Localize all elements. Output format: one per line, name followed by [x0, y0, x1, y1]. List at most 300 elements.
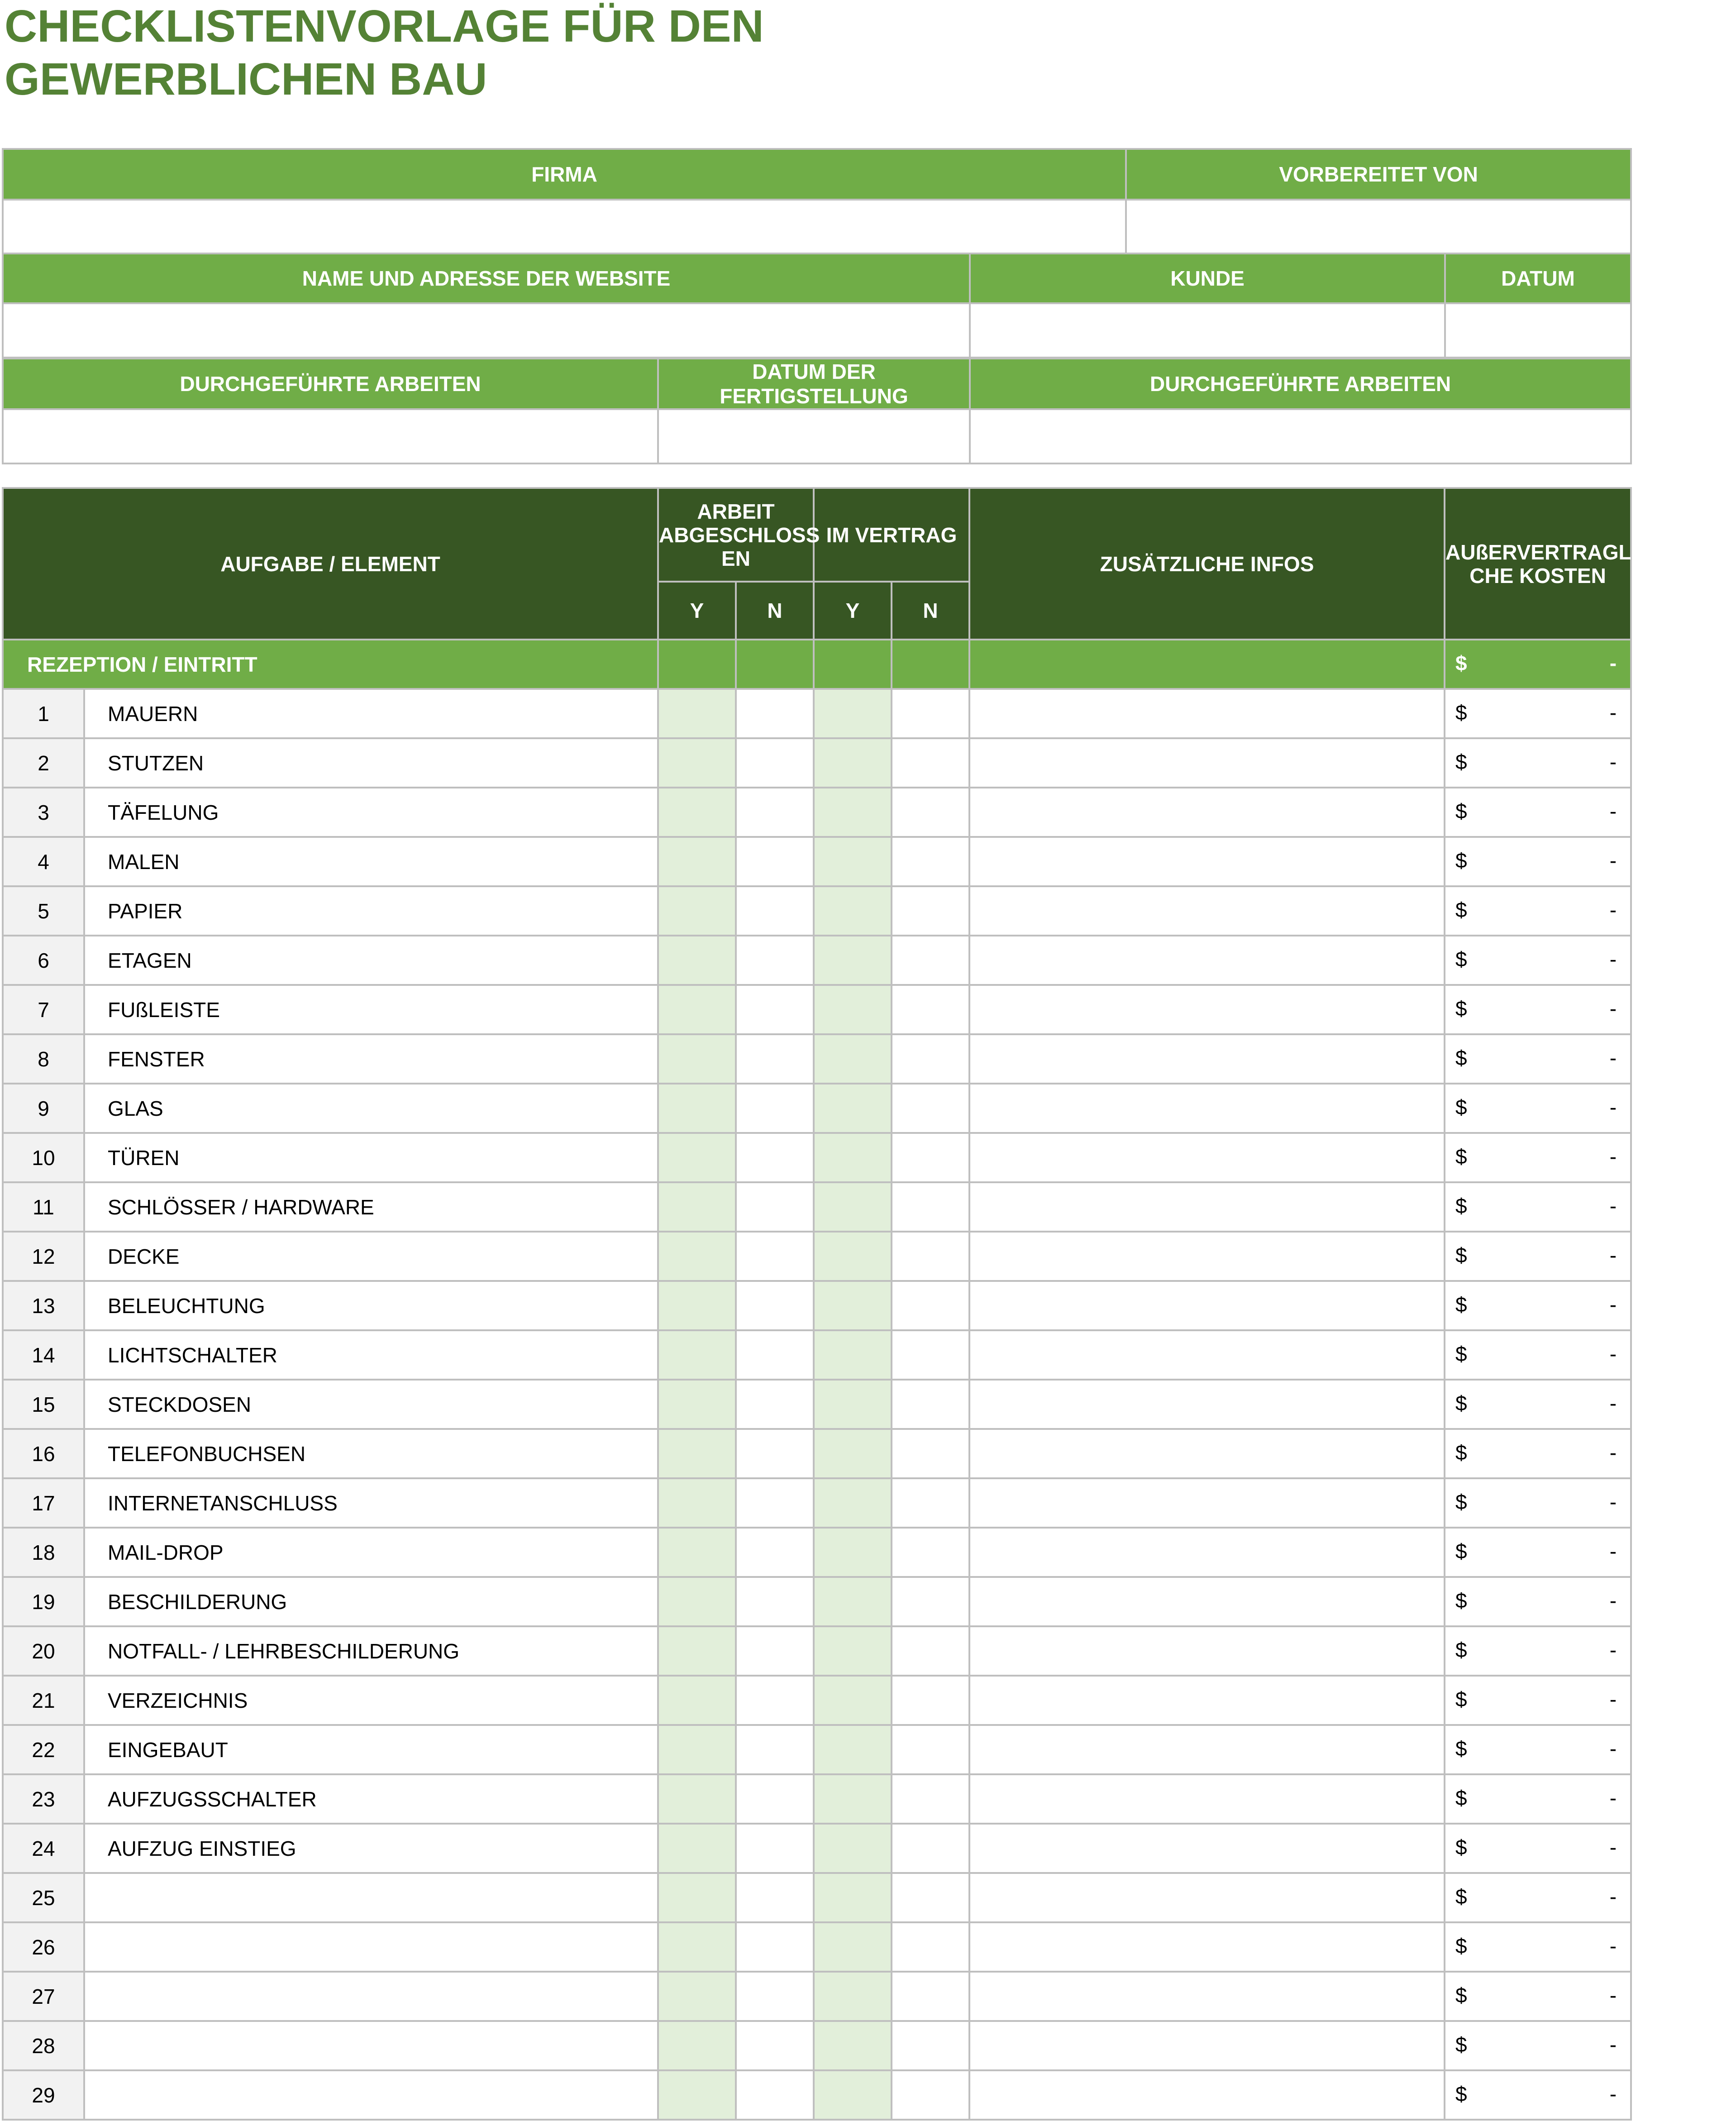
vertrag-y-cell[interactable] — [814, 1232, 892, 1281]
cost-cell[interactable] — [1445, 1528, 1631, 1577]
info-cell[interactable] — [969, 837, 1445, 886]
vertrag-n-cell[interactable] — [892, 1330, 969, 1380]
row-number: 10 — [3, 1133, 84, 1182]
table-row — [3, 1577, 1631, 1626]
arbeit-y-cell[interactable] — [658, 985, 736, 1034]
row-item[interactable]: VERZEICHNIS — [84, 1676, 658, 1725]
table-row — [3, 2070, 1631, 2120]
cost-amount: - — [1609, 1243, 1617, 1267]
arbeit-n-cell[interactable] — [736, 985, 814, 1034]
vertrag-y-cell[interactable] — [814, 689, 892, 738]
info-cell[interactable] — [969, 1084, 1445, 1133]
arbeit-n-cell[interactable] — [736, 1577, 814, 1626]
row-item[interactable]: AUFZUG EINSTIEG — [84, 1824, 658, 1873]
vertrag-y-cell[interactable] — [814, 1972, 892, 2021]
datum-field[interactable] — [1445, 303, 1631, 358]
cost-amount: - — [1609, 2082, 1617, 2106]
cost-cell[interactable] — [1445, 837, 1631, 886]
arbeit-y-cell[interactable] — [658, 1725, 736, 1774]
arbeit-n-cell[interactable] — [736, 1232, 814, 1281]
row-number: 27 — [3, 1972, 84, 2021]
info-cell[interactable] — [969, 936, 1445, 985]
vertrag-n-cell[interactable] — [892, 2021, 969, 2070]
table-row — [3, 1330, 1631, 1380]
arbeit-n-cell[interactable] — [736, 1626, 814, 1676]
cost-cell[interactable] — [1445, 1626, 1631, 1676]
vorbereitet-von-label: VORBEREITET VON — [1126, 149, 1631, 200]
cost-cell[interactable] — [1445, 1922, 1631, 1972]
name-adresse-field[interactable] — [3, 303, 970, 358]
vertrag-y-cell[interactable] — [814, 1873, 892, 1922]
cost-amount: - — [1609, 1490, 1617, 1514]
info-cell[interactable] — [969, 1922, 1445, 1972]
project-info-table: FIRMA VORBEREITET VON PROJEKT-ID — [2, 148, 1632, 255]
arbeit-n-cell[interactable] — [736, 1182, 814, 1232]
arbeit-y-cell[interactable] — [658, 1922, 736, 1972]
cost-currency: $ — [1455, 1342, 1467, 1366]
arbeit-y-cell[interactable] — [658, 1380, 736, 1429]
info-cell[interactable] — [969, 1330, 1445, 1380]
row-number: 9 — [3, 1084, 84, 1133]
cost-amount: - — [1609, 1638, 1617, 1662]
vertrag-n-cell[interactable] — [892, 1528, 969, 1577]
table-row — [3, 1281, 1631, 1330]
arbeit-n-cell[interactable] — [736, 689, 814, 738]
cost-amount: - — [1609, 1194, 1617, 1218]
arbeit-n-cell[interactable] — [736, 1133, 814, 1182]
vertrag-y-cell[interactable] — [814, 738, 892, 788]
arbeit-n-cell[interactable] — [736, 1478, 814, 1528]
vertrag-y-cell[interactable] — [814, 2070, 892, 2120]
arbeit-y-cell[interactable] — [658, 1577, 736, 1626]
row-item[interactable]: TÜREN — [84, 1133, 658, 1182]
row-item[interactable] — [84, 1972, 658, 2021]
row-item[interactable]: NOTFALL- / LEHRBESCHILDERUNG — [84, 1626, 658, 1676]
table-row — [3, 837, 1631, 886]
vertrag-y-cell[interactable] — [814, 837, 892, 886]
row-number: 7 — [3, 985, 84, 1034]
cost-cell[interactable] — [1445, 1084, 1631, 1133]
durchgefuehrte-arbeiten-field-1[interactable] — [3, 409, 658, 463]
arbeit-y-cell[interactable] — [658, 936, 736, 985]
vertrag-n-cell[interactable] — [892, 689, 969, 738]
arbeit-y-cell[interactable] — [658, 1133, 736, 1182]
row-item[interactable]: MAUERN — [84, 689, 658, 738]
arbeit-n-cell[interactable] — [736, 1281, 814, 1330]
row-item[interactable] — [84, 1922, 658, 1972]
vertrag-n-cell[interactable] — [892, 1034, 969, 1084]
arbeit-n-cell[interactable] — [736, 1873, 814, 1922]
arbeit-n-cell[interactable] — [736, 1824, 814, 1873]
vertrag-n-cell[interactable] — [892, 1774, 969, 1824]
arbeit-n-header: N — [736, 582, 814, 640]
cost-currency: $ — [1455, 1539, 1467, 1563]
firma-field[interactable] — [3, 200, 1126, 254]
info-cell[interactable] — [969, 1034, 1445, 1084]
row-item[interactable]: STUTZEN — [84, 738, 658, 788]
cost-currency: $ — [1455, 1737, 1467, 1760]
info-cell[interactable] — [969, 738, 1445, 788]
cost-cell[interactable] — [1445, 689, 1631, 738]
table-row — [3, 1182, 1631, 1232]
cost-cell[interactable] — [1445, 886, 1631, 936]
cost-currency: $ — [1455, 1391, 1467, 1415]
vertrag-y-cell[interactable] — [814, 1676, 892, 1725]
vertrag-n-cell[interactable] — [892, 1972, 969, 2021]
row-item[interactable]: MALEN — [84, 837, 658, 886]
arbeit-y-cell[interactable] — [658, 1626, 736, 1676]
vertrag-y-cell[interactable] — [814, 1380, 892, 1429]
durchgefuehrte-arbeiten-field-2[interactable] — [970, 409, 1631, 463]
info-cell[interactable] — [969, 1232, 1445, 1281]
row-number: 29 — [3, 2070, 84, 2120]
arbeit-y-cell[interactable] — [658, 1034, 736, 1084]
arbeit-n-cell[interactable] — [736, 1429, 814, 1478]
row-item[interactable] — [84, 1873, 658, 1922]
info-cell[interactable] — [969, 1478, 1445, 1528]
vertrag-n-cell[interactable] — [892, 1182, 969, 1232]
arbeit-y-cell[interactable] — [658, 1676, 736, 1725]
info-cell[interactable] — [969, 1281, 1445, 1330]
im-vertrag-header: IM VERTRAG — [814, 488, 969, 582]
row-item[interactable] — [84, 2021, 658, 2070]
info-cell[interactable] — [969, 1577, 1445, 1626]
row-number: 13 — [3, 1281, 84, 1330]
cost-cell[interactable] — [1445, 2070, 1631, 2120]
cost-amount: - — [1609, 1934, 1617, 1958]
vertrag-n-cell[interactable] — [892, 1824, 969, 1873]
row-item[interactable]: PAPIER — [84, 886, 658, 936]
arbeit-y-cell[interactable] — [658, 1281, 736, 1330]
cost-cell[interactable] — [1445, 985, 1631, 1034]
info-cell[interactable] — [969, 1626, 1445, 1676]
info-cell[interactable] — [969, 1380, 1445, 1429]
arbeit-y-cell[interactable] — [658, 1084, 736, 1133]
table-row — [3, 1626, 1631, 1676]
row-number: 8 — [3, 1034, 84, 1084]
name-adresse-label: NAME UND ADRESSE DER WEBSITE — [3, 253, 970, 303]
vertrag-n-cell[interactable] — [892, 886, 969, 936]
vertrag-n-cell[interactable] — [892, 985, 969, 1034]
arbeit-y-cell[interactable] — [658, 1824, 736, 1873]
cost-amount: - — [1609, 1145, 1617, 1168]
row-item[interactable]: STECKDOSEN — [84, 1380, 658, 1429]
datum-fertigstellung-field[interactable] — [658, 409, 970, 463]
row-item[interactable]: LICHTSCHALTER — [84, 1330, 658, 1380]
vertrag-n-cell[interactable] — [892, 1626, 969, 1676]
cost-cell[interactable] — [1445, 1725, 1631, 1774]
cost-currency: $ — [1455, 750, 1467, 774]
cost-currency: $ — [1455, 947, 1467, 971]
row-item[interactable]: AUFZUGSSCHALTER — [84, 1774, 658, 1824]
cost-currency: $ — [1455, 898, 1467, 922]
vertrag-n-cell[interactable] — [892, 1725, 969, 1774]
row-number: 19 — [3, 1577, 84, 1626]
info-cell[interactable] — [969, 1676, 1445, 1725]
info-cell[interactable] — [969, 1429, 1445, 1478]
cost-amount: - — [1609, 701, 1617, 724]
datum-label: DATUM — [1445, 253, 1631, 303]
table-row — [3, 1380, 1631, 1429]
row-number: 12 — [3, 1232, 84, 1281]
row-item[interactable]: INTERNETANSCHLUSS — [84, 1478, 658, 1528]
cost-cell[interactable] — [1445, 1478, 1631, 1528]
table-row — [3, 1478, 1631, 1528]
arbeit-n-cell[interactable] — [736, 2021, 814, 2070]
row-item[interactable]: SCHLÖSSER / HARDWARE — [84, 1182, 658, 1232]
vertrag-n-cell[interactable] — [892, 1429, 969, 1478]
cost-cell[interactable] — [1445, 1972, 1631, 2021]
vertrag-n-cell[interactable] — [892, 1577, 969, 1626]
vertrag-n-cell[interactable] — [892, 1676, 969, 1725]
info-cell[interactable] — [969, 1972, 1445, 2021]
arbeit-y-cell[interactable] — [658, 1774, 736, 1824]
arbeit-n-cell[interactable] — [736, 1725, 814, 1774]
vertrag-y-cell[interactable] — [814, 1577, 892, 1626]
cost-amount: - — [1609, 1786, 1617, 1810]
arbeit-y-cell[interactable] — [658, 738, 736, 788]
vertrag-n-cell[interactable] — [892, 1084, 969, 1133]
row-item[interactable]: ETAGEN — [84, 936, 658, 985]
cost-amount: - — [1609, 947, 1617, 971]
vertrag-y-cell[interactable] — [814, 1182, 892, 1232]
row-item[interactable]: BESCHILDERUNG — [84, 1577, 658, 1626]
row-item[interactable]: EINGEBAUT — [84, 1725, 658, 1774]
cost-amount: - — [1609, 1983, 1617, 2007]
arbeit-y-cell[interactable] — [658, 2070, 736, 2120]
arbeit-y-cell[interactable] — [658, 1972, 736, 2021]
cost-currency: $ — [1455, 1786, 1467, 1810]
cost-cell[interactable] — [1445, 1034, 1631, 1084]
info-cell[interactable] — [969, 1774, 1445, 1824]
vertrag-n-cell[interactable] — [892, 2070, 969, 2120]
vertrag-y-cell[interactable] — [814, 1133, 892, 1182]
vertrag-y-cell[interactable] — [814, 1528, 892, 1577]
cost-cell[interactable] — [1445, 1281, 1631, 1330]
info-cell[interactable] — [969, 886, 1445, 936]
row-number: 3 — [3, 788, 84, 837]
vertrag-y-cell[interactable] — [814, 1478, 892, 1528]
table-row — [3, 1232, 1631, 1281]
cost-currency: $ — [1455, 2082, 1467, 2106]
arbeit-y-cell[interactable] — [658, 1478, 736, 1528]
cost-cell[interactable] — [1445, 1182, 1631, 1232]
vertrag-y-cell[interactable] — [814, 1626, 892, 1676]
vertrag-n-cell[interactable] — [892, 1380, 969, 1429]
cost-cell[interactable] — [1445, 1429, 1631, 1478]
info-cell[interactable] — [969, 2021, 1445, 2070]
row-number: 25 — [3, 1873, 84, 1922]
info-cell[interactable] — [969, 788, 1445, 837]
section-amount: - — [1609, 651, 1617, 675]
vertrag-y-cell[interactable] — [814, 1922, 892, 1972]
cost-amount: - — [1609, 1095, 1617, 1119]
vertrag-y-cell[interactable] — [814, 1330, 892, 1380]
cost-cell[interactable] — [1445, 1232, 1631, 1281]
row-number: 28 — [3, 2021, 84, 2070]
vertrag-n-cell[interactable] — [892, 1478, 969, 1528]
cost-currency: $ — [1455, 1194, 1467, 1218]
row-item[interactable]: BELEUCHTUNG — [84, 1281, 658, 1330]
vertrag-y-cell[interactable] — [814, 1281, 892, 1330]
cost-cell[interactable] — [1445, 1676, 1631, 1725]
vertrag-y-cell[interactable] — [814, 1774, 892, 1824]
table-row — [3, 1774, 1631, 1824]
firma-label: FIRMA — [3, 149, 1126, 200]
info-cell[interactable] — [969, 1133, 1445, 1182]
info-cell[interactable] — [969, 1824, 1445, 1873]
table-row — [3, 1676, 1631, 1725]
row-item[interactable]: TELEFONBUCHSEN — [84, 1429, 658, 1478]
cost-amount: - — [1609, 1589, 1617, 1612]
table-row — [3, 1429, 1631, 1478]
cost-cell[interactable] — [1445, 2021, 1631, 2070]
cost-currency: $ — [1455, 1243, 1467, 1267]
section-arbeit-y — [658, 640, 736, 689]
info-cell[interactable] — [969, 689, 1445, 738]
arbeit-n-cell[interactable] — [736, 1774, 814, 1824]
arbeit-y-cell[interactable] — [658, 1429, 736, 1478]
arbeit-n-cell[interactable] — [736, 837, 814, 886]
arbeit-y-cell[interactable] — [658, 788, 736, 837]
info-cell[interactable] — [969, 1528, 1445, 1577]
vertrag-y-cell[interactable] — [814, 936, 892, 985]
vertrag-n-cell[interactable] — [892, 936, 969, 985]
info-cell[interactable] — [969, 1873, 1445, 1922]
row-item[interactable] — [84, 2070, 658, 2120]
row-number: 21 — [3, 1676, 84, 1725]
info-cell[interactable] — [969, 1725, 1445, 1774]
cost-amount: - — [1609, 1885, 1617, 1908]
arbeit-y-cell[interactable] — [658, 1182, 736, 1232]
row-item[interactable]: GLAS — [84, 1084, 658, 1133]
arbeit-n-cell[interactable] — [736, 936, 814, 985]
cost-currency: $ — [1455, 2033, 1467, 2056]
arbeit-y-cell[interactable] — [658, 837, 736, 886]
row-item[interactable]: TÄFELUNG — [84, 788, 658, 837]
vertrag-y-header: Y — [814, 582, 892, 640]
cost-currency: $ — [1455, 1638, 1467, 1662]
cost-cell[interactable] — [1445, 1330, 1631, 1380]
cost-cell[interactable] — [1445, 788, 1631, 837]
section-row — [3, 640, 1631, 689]
cost-cell[interactable] — [1445, 1577, 1631, 1626]
arbeit-y-cell[interactable] — [658, 1232, 736, 1281]
kunde-field[interactable] — [970, 303, 1445, 358]
arbeit-n-cell[interactable] — [736, 1034, 814, 1084]
vertrag-y-cell[interactable] — [814, 2021, 892, 2070]
arbeit-n-cell[interactable] — [736, 1380, 814, 1429]
vertrag-y-cell[interactable] — [814, 788, 892, 837]
cost-cell[interactable] — [1445, 1380, 1631, 1429]
vertrag-y-cell[interactable] — [814, 985, 892, 1034]
row-number: 16 — [3, 1429, 84, 1478]
arbeit-n-cell[interactable] — [736, 1330, 814, 1380]
vertrag-n-cell[interactable] — [892, 738, 969, 788]
cost-cell[interactable] — [1445, 936, 1631, 985]
table-row — [3, 985, 1631, 1034]
arbeit-n-cell[interactable] — [736, 1676, 814, 1725]
arbeit-y-header: Y — [658, 582, 736, 640]
row-number: 23 — [3, 1774, 84, 1824]
section-arbeit-n — [736, 640, 814, 689]
vorbereitet-von-field[interactable] — [1126, 200, 1631, 254]
vertrag-n-cell[interactable] — [892, 788, 969, 837]
arbeit-n-cell[interactable] — [736, 1972, 814, 2021]
vertrag-n-cell[interactable] — [892, 1281, 969, 1330]
vertrag-y-cell[interactable] — [814, 886, 892, 936]
title-line-1: CHECKLISTENVORLAGE FÜR DEN — [5, 1, 764, 52]
cost-amount: - — [1609, 1835, 1617, 1859]
vertrag-y-cell[interactable] — [814, 1725, 892, 1774]
row-item[interactable]: FENSTER — [84, 1034, 658, 1084]
cost-currency: $ — [1455, 1293, 1467, 1316]
cost-currency: $ — [1455, 799, 1467, 823]
vertrag-y-cell[interactable] — [814, 1824, 892, 1873]
arbeit-y-cell[interactable] — [658, 2021, 736, 2070]
row-item[interactable]: DECKE — [84, 1232, 658, 1281]
ausservertragliche-kosten-header: AUßERVERTRAGLI CHE KOSTEN — [1445, 488, 1631, 640]
vertrag-y-cell[interactable] — [814, 1429, 892, 1478]
arbeit-y-cell[interactable] — [658, 689, 736, 738]
section-vertrag-y — [814, 640, 892, 689]
arbeit-y-cell[interactable] — [658, 1330, 736, 1380]
cost-amount: - — [1609, 799, 1617, 823]
cost-cell[interactable] — [1445, 738, 1631, 788]
info-cell[interactable] — [969, 985, 1445, 1034]
durchgefuehrte-arbeiten-label-2: DURCHGEFÜHRTE ARBEITEN — [970, 358, 1631, 409]
info-cell[interactable] — [969, 2070, 1445, 2120]
cost-currency: $ — [1455, 1885, 1467, 1908]
info-cell[interactable] — [969, 1182, 1445, 1232]
row-item[interactable]: MAIL-DROP — [84, 1528, 658, 1577]
table-row — [3, 1725, 1631, 1774]
vertrag-n-cell[interactable] — [892, 1232, 969, 1281]
table-row — [3, 886, 1631, 936]
cost-cell[interactable] — [1445, 1873, 1631, 1922]
arbeit-n-cell[interactable] — [736, 1922, 814, 1972]
cost-cell[interactable] — [1445, 1774, 1631, 1824]
vertrag-n-cell[interactable] — [892, 1922, 969, 1972]
arbeit-n-cell[interactable] — [736, 2070, 814, 2120]
vertrag-n-cell[interactable] — [892, 837, 969, 886]
arbeit-n-cell[interactable] — [736, 886, 814, 936]
cost-currency: $ — [1455, 1441, 1467, 1464]
vertrag-n-cell[interactable] — [892, 1873, 969, 1922]
arbeit-n-cell[interactable] — [736, 738, 814, 788]
cost-amount: - — [1609, 1391, 1617, 1415]
arbeit-n-cell[interactable] — [736, 788, 814, 837]
cost-cell[interactable] — [1445, 1824, 1631, 1873]
row-item[interactable]: FUßLEISTE — [84, 985, 658, 1034]
arbeit-y-cell[interactable] — [658, 1873, 736, 1922]
vertrag-y-cell[interactable] — [814, 1034, 892, 1084]
row-number: 20 — [3, 1626, 84, 1676]
aufgabe-header: AUFGABE / ELEMENT — [3, 488, 658, 640]
cost-currency: $ — [1455, 1983, 1467, 2007]
arbeit-y-cell[interactable] — [658, 886, 736, 936]
cost-cell[interactable] — [1445, 1133, 1631, 1182]
arbeit-n-cell[interactable] — [736, 1528, 814, 1577]
vertrag-n-cell[interactable] — [892, 1133, 969, 1182]
arbeit-n-cell[interactable] — [736, 1084, 814, 1133]
vertrag-y-cell[interactable] — [814, 1084, 892, 1133]
cost-currency: $ — [1455, 701, 1467, 724]
cost-currency: $ — [1455, 1934, 1467, 1958]
arbeit-y-cell[interactable] — [658, 1528, 736, 1577]
section-cost — [1445, 640, 1631, 689]
cost-currency: $ — [1455, 1095, 1467, 1119]
